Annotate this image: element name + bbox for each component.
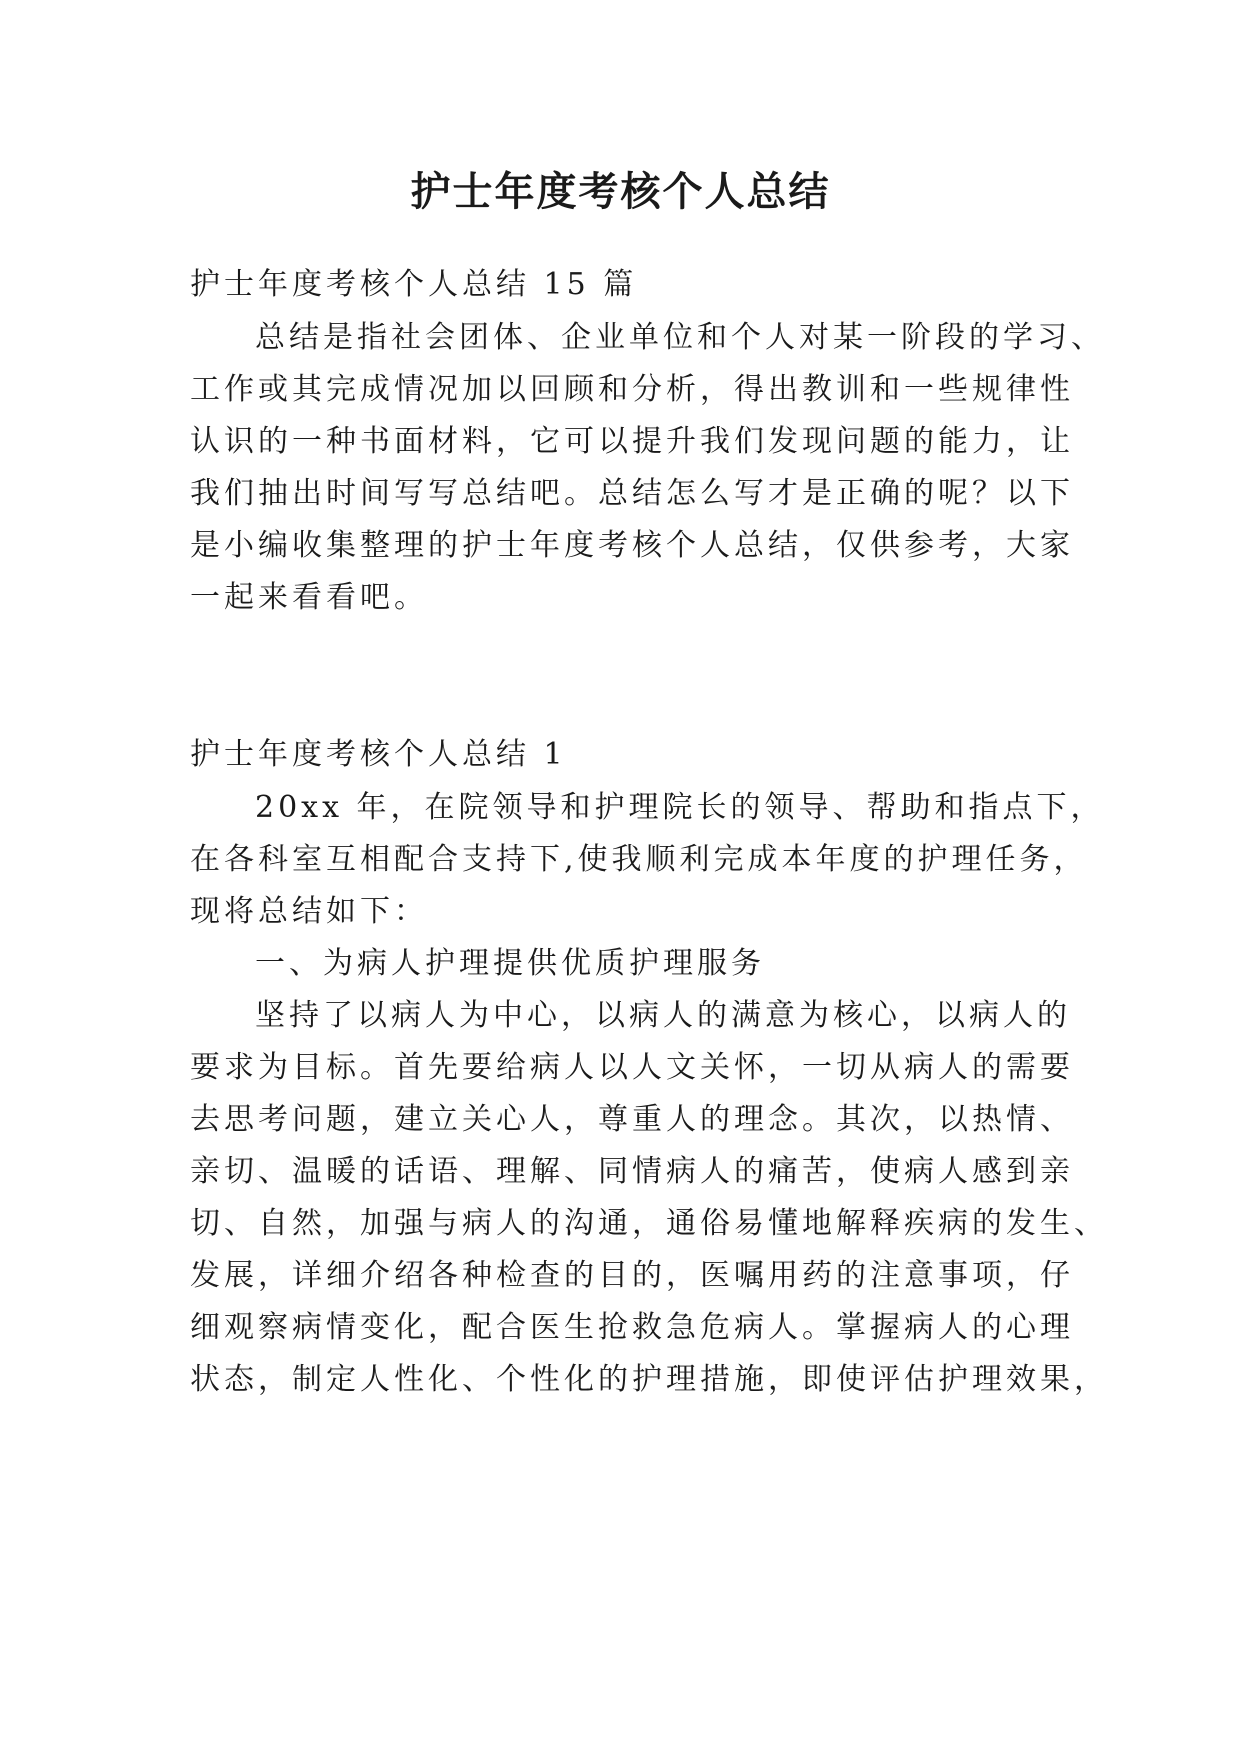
paragraph-line: 一起来看看吧。 <box>190 580 428 615</box>
paragraph-line: 细观察病情变化，配合医生抢救急危病人。掌握病人的心理 <box>190 1310 1074 1345</box>
paragraph-line: 坚持了以病人为中心，以病人的满意为核心，以病人的 <box>255 998 1071 1033</box>
subheading: 一、为病人护理提供优质护理服务 <box>255 946 765 981</box>
paragraph-line: 要求为目标。首先要给病人以人文关怀，一切从病人的需要 <box>190 1050 1074 1085</box>
paragraph-line: 现将总结如下： <box>190 894 428 929</box>
paragraph-line: 切、自然，加强与病人的沟通，通俗易懂地解释疾病的发生、 <box>190 1206 1108 1241</box>
paragraph-line: 认识的一种书面材料，它可以提升我们发现问题的能力，让 <box>190 424 1074 459</box>
paragraph-line: 工作或其完成情况加以回顾和分析，得出教训和一些规律性 <box>190 372 1074 407</box>
document-title: 护士年度考核个人总结 <box>410 169 831 215</box>
paragraph-line: 我们抽出时间写写总结吧。总结怎么写才是正确的呢？以下 <box>190 476 1074 511</box>
paragraph-line: 总结是指社会团体、企业单位和个人对某一阶段的学习、 <box>255 320 1105 355</box>
paragraph-line: 在各科室互相配合支持下,使我顺利完成本年度的护理任务， <box>190 842 1088 877</box>
paragraph-line: 发展，详细介绍各种检查的目的，医嘱用药的注意事项，仔 <box>190 1258 1074 1293</box>
paragraph-line: 20xx 年，在院领导和护理院长的领导、帮助和指点下， <box>255 790 1105 825</box>
paragraph-line: 亲切、温暖的话语、理解、同情病人的痛苦，使病人感到亲 <box>190 1154 1074 1189</box>
section-heading: 护士年度考核个人总结 1 <box>190 737 567 772</box>
paragraph-line: 去思考问题，建立关心人，尊重人的理念。其次，以热情、 <box>190 1102 1074 1137</box>
paragraph-line: 状态，制定人性化、个性化的护理措施，即使评估护理效果， <box>190 1362 1108 1397</box>
paragraph-line: 是小编收集整理的护士年度考核个人总结，仅供参考，大家 <box>190 528 1074 563</box>
intro-heading: 护士年度考核个人总结 15 篇 <box>190 267 638 302</box>
